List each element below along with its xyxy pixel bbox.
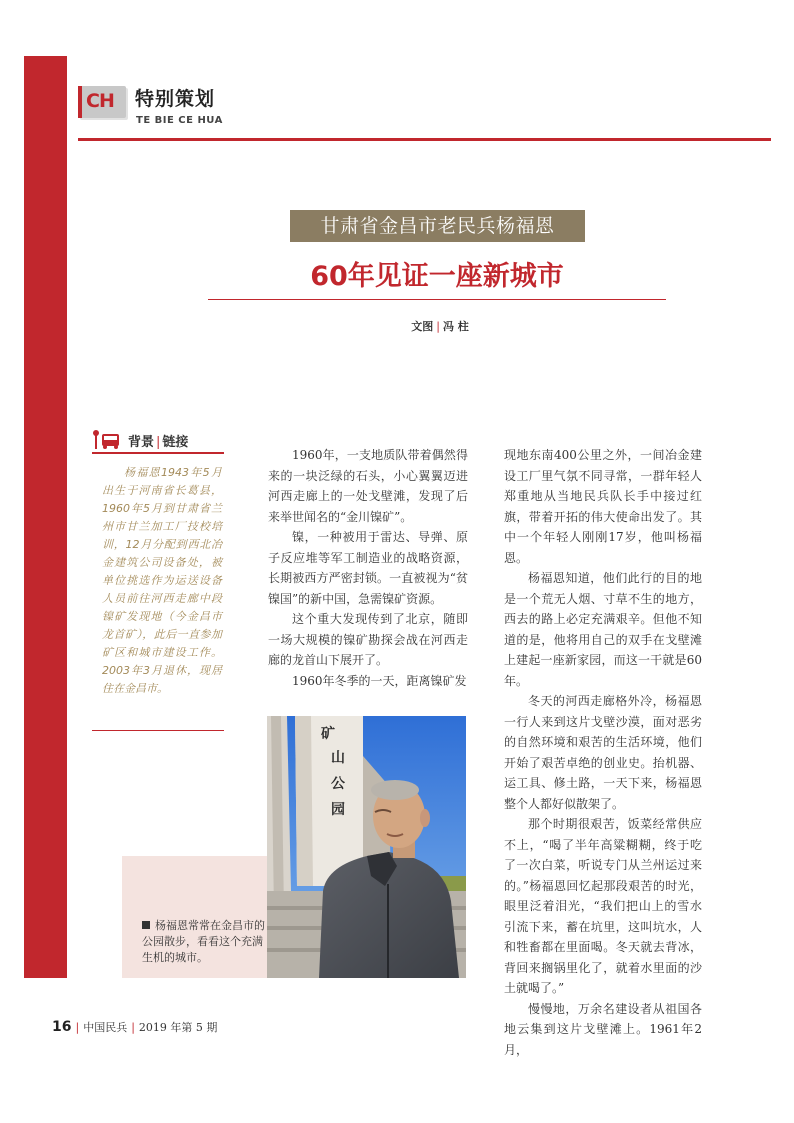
portrait-photo (267, 716, 466, 978)
sidebar-bottom-divider (92, 730, 224, 731)
paragraph: 慢慢地，万余名建设者从祖国各地云集到这片戈壁滩上。1961年2月， (504, 1001, 702, 1057)
section-pinyin: TE BIE CE HUA (136, 115, 223, 126)
paragraph: 1960年，一支地质队带着偶然得来的一块泛绿的石头，小心翼翼迈进河西走廊上的一处戈壁滩，发现了后来举世闻名的“金川镍矿”。 (268, 448, 468, 524)
body-column-1 (268, 445, 468, 691)
sidebar-title: 背景 | 链接 (128, 435, 189, 450)
logo-accent (78, 86, 82, 118)
magazine-name: 中国民兵 (83, 1021, 128, 1034)
paragraph: 镍，一种被用于雷达、导弹、原子反应堆等军工制造业的战略资源，长期被西方严密封锁。一直被视为“贫镍国”的新中国，急需镍矿资源。 (268, 530, 468, 606)
photo-caption (142, 918, 268, 966)
page-footer: 16 | 中国民兵 | 2019 年第 5 期 (52, 1019, 218, 1035)
byline-author: 冯 柱 (442, 320, 469, 333)
headline-divider (208, 299, 666, 300)
header-divider (78, 138, 771, 141)
section-logo-text: CH (86, 90, 114, 112)
sidebar-top-divider (92, 452, 224, 454)
caption-text: 杨福恩常常在金昌市的公园散步，看看这个充满生机的城市。 (142, 919, 265, 964)
issue-info: 2019 年第 5 期 (138, 1021, 218, 1034)
sidebar-text: 杨福恩1943年5月出生于河南省长葛县，1960年5月到甘肃省兰州市甘兰加工厂技校培训，12月分配到西北冶金建筑公司设备处，被单位挑选作为运送设备人员前往河西走廊中段镍矿发现地（今金昌市龙首矿），此后一直参加矿区和城市建设工作。2003年3月退休，现居住在金昌市。 (102, 466, 222, 695)
paragraph: 1960年冬季的一天，距离镍矿发 (292, 673, 467, 688)
page-number: 16 (52, 1019, 72, 1035)
paragraph: 这个重大发现传到了北京，随即一场大规模的镍矿勘探会战在河西走廊的龙首山下展开了。 (268, 612, 468, 667)
paragraph: 杨福恩知道，他们此行的目的地是一个荒无人烟、寸草不生的地方，西去的路上必定充满艰辛。但他不知道的是，他将用自己的双手在戈壁滩上建起一座新家园，而这一干就是60年。 (504, 571, 702, 688)
byline-label: 文图 (411, 320, 434, 333)
bus-stop-icon (92, 429, 122, 451)
section-logo (78, 86, 126, 118)
decorative-side-bar (24, 56, 67, 978)
paragraph: 那个时期很艰苦，饭菜经常供应不上，“喝了半年高粱糊糊，终于吃了一次白菜，听说专门从兰州运过来的。”杨福恩回忆起那段艰苦的时光，眼里泛着泪光，“我们把山上的雪水引流下来，蓄在坑里，这叫坑水，人和牲畜都在里面喝。冬天就去背冰，背回来搁锅里化了，就着水里面的沙土就喝了。” (504, 817, 702, 995)
sidebar-title-main: 背景 (128, 435, 155, 450)
monument-char: 山 (331, 750, 345, 766)
caption-square-icon (142, 921, 150, 929)
article-kicker: 甘肃省金昌市老民兵杨福恩 (290, 210, 585, 242)
paragraph: 冬天的河西走廊格外冷，杨福恩一行人来到这片戈壁沙漠，面对恶劣的自然环境和艰苦的生活环境，他们开始了艰苦卓绝的创业史。抬机器、运工具、修土路，一天下来，杨福恩整个人都好似散架了。 (504, 694, 702, 811)
sidebar-title-sub: 链接 (162, 435, 189, 450)
paragraph: 现地东南400公里之外，一间冶金建设工厂里气氛不同寻常，一群年轻人郑重地从当地民兵队长手中接过红旗，带着开拓的伟大使命出发了。其中一个年轻人刚刚17岁，他叫杨福恩。 (504, 448, 702, 565)
monument-char: 公 (331, 776, 345, 792)
monument-char: 矿 (321, 726, 335, 742)
article-byline: 文图 | 冯 柱 (411, 320, 469, 333)
body-column-2 (504, 445, 702, 1060)
article-headline: 60年见证一座新城市 (310, 261, 564, 292)
section-title: 特别策划 (135, 88, 216, 110)
monument-char: 园 (331, 802, 345, 818)
